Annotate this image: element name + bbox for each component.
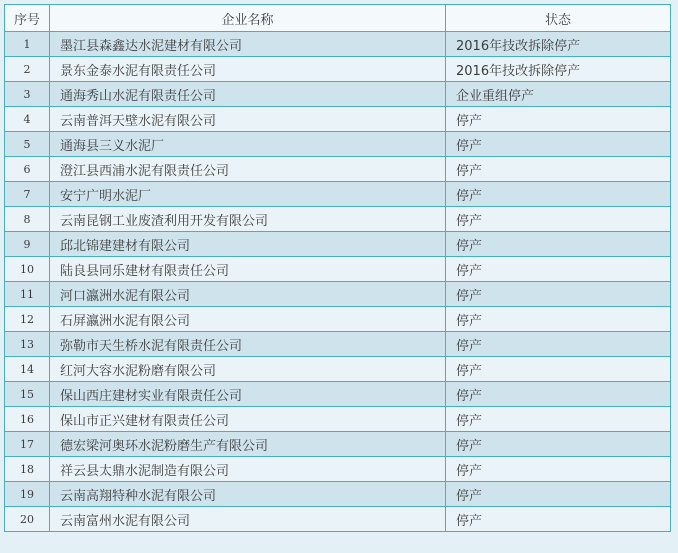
company-name-cell: 云南昆钢工业废渣利用开发有限公司 bbox=[50, 207, 446, 232]
status-cell: 停产 bbox=[446, 357, 671, 382]
company-name-cell: 邱北锦建建材有限公司 bbox=[50, 232, 446, 257]
status-cell: 停产 bbox=[446, 182, 671, 207]
enterprise-status-table bbox=[4, 4, 671, 532]
status-cell: 停产 bbox=[446, 207, 671, 232]
status-cell: 停产 bbox=[446, 132, 671, 157]
row-index-cell: 20 bbox=[5, 507, 50, 532]
row-index-cell: 3 bbox=[5, 82, 50, 107]
status-cell: 停产 bbox=[446, 407, 671, 432]
row-index-cell: 14 bbox=[5, 357, 50, 382]
status-cell: 停产 bbox=[446, 157, 671, 182]
status-cell: 停产 bbox=[446, 382, 671, 407]
company-name-cell: 澄江县西浦水泥有限责任公司 bbox=[50, 157, 446, 182]
table-row bbox=[5, 282, 671, 307]
status-cell: 停产 bbox=[446, 257, 671, 282]
table-row bbox=[5, 307, 671, 332]
table-row bbox=[5, 57, 671, 82]
company-name-cell: 红河大容水泥粉磨有限公司 bbox=[50, 357, 446, 382]
company-name-cell: 墨江县森鑫达水泥建材有限公司 bbox=[50, 32, 446, 57]
company-name-cell: 云南普洱天壁水泥有限公司 bbox=[50, 107, 446, 132]
table-row bbox=[5, 357, 671, 382]
company-name-cell: 通海秀山水泥有限责任公司 bbox=[50, 82, 446, 107]
table-row bbox=[5, 182, 671, 207]
table-row bbox=[5, 32, 671, 57]
company-name-cell: 石屏瀛洲水泥有限公司 bbox=[50, 307, 446, 332]
row-index-cell: 15 bbox=[5, 382, 50, 407]
row-index-cell: 16 bbox=[5, 407, 50, 432]
table-row bbox=[5, 432, 671, 457]
row-index-cell: 1 bbox=[5, 32, 50, 57]
row-index-cell: 8 bbox=[5, 207, 50, 232]
row-index-cell: 18 bbox=[5, 457, 50, 482]
company-name-cell: 祥云县太鼎水泥制造有限公司 bbox=[50, 457, 446, 482]
row-index-cell: 12 bbox=[5, 307, 50, 332]
row-index-cell: 7 bbox=[5, 182, 50, 207]
status-cell: 停产 bbox=[446, 482, 671, 507]
status-cell: 停产 bbox=[446, 307, 671, 332]
status-cell: 停产 bbox=[446, 507, 671, 532]
row-index-cell: 2 bbox=[5, 57, 50, 82]
row-index-cell: 4 bbox=[5, 107, 50, 132]
company-name-cell: 弥勒市天生桥水泥有限责任公司 bbox=[50, 332, 446, 357]
company-name-cell: 通海县三义水泥厂 bbox=[50, 132, 446, 157]
company-name-cell: 德宏梁河奥环水泥粉磨生产有限公司 bbox=[50, 432, 446, 457]
row-index-cell: 5 bbox=[5, 132, 50, 157]
company-name-cell: 保山市正兴建材有限责任公司 bbox=[50, 407, 446, 432]
company-name-cell: 保山西庄建材实业有限责任公司 bbox=[50, 382, 446, 407]
status-cell: 2016年技改拆除停产 bbox=[446, 57, 671, 82]
row-index-cell: 11 bbox=[5, 282, 50, 307]
table-row bbox=[5, 407, 671, 432]
table-row bbox=[5, 132, 671, 157]
table-row bbox=[5, 382, 671, 407]
row-index-cell: 6 bbox=[5, 157, 50, 182]
status-cell: 停产 bbox=[446, 232, 671, 257]
table-row bbox=[5, 82, 671, 107]
status-cell: 2016年技改拆除停产 bbox=[446, 32, 671, 57]
company-name-cell: 陆良县同乐建材有限责任公司 bbox=[50, 257, 446, 282]
status-cell: 停产 bbox=[446, 282, 671, 307]
company-name-cell: 云南富州水泥有限公司 bbox=[50, 507, 446, 532]
table-row bbox=[5, 157, 671, 182]
column-header-status: 状态 bbox=[446, 5, 671, 32]
table-row bbox=[5, 332, 671, 357]
table-row bbox=[5, 232, 671, 257]
table-row bbox=[5, 507, 671, 532]
table-row bbox=[5, 482, 671, 507]
header-row bbox=[5, 5, 671, 32]
company-name-cell: 景东金泰水泥有限责任公司 bbox=[50, 57, 446, 82]
status-cell: 停产 bbox=[446, 107, 671, 132]
table-row bbox=[5, 107, 671, 132]
status-cell: 企业重组停产 bbox=[446, 82, 671, 107]
row-index-cell: 17 bbox=[5, 432, 50, 457]
company-name-cell: 安宁广明水泥厂 bbox=[50, 182, 446, 207]
status-cell: 停产 bbox=[446, 457, 671, 482]
table-row bbox=[5, 207, 671, 232]
row-index-cell: 9 bbox=[5, 232, 50, 257]
row-index-cell: 19 bbox=[5, 482, 50, 507]
row-index-cell: 13 bbox=[5, 332, 50, 357]
table-body bbox=[5, 32, 671, 532]
company-name-cell: 河口瀛洲水泥有限公司 bbox=[50, 282, 446, 307]
table-row bbox=[5, 457, 671, 482]
company-name-cell: 云南高翔特种水泥有限公司 bbox=[50, 482, 446, 507]
column-header-index: 序号 bbox=[5, 5, 50, 32]
status-cell: 停产 bbox=[446, 332, 671, 357]
row-index-cell: 10 bbox=[5, 257, 50, 282]
column-header-name: 企业名称 bbox=[50, 5, 446, 32]
table-row bbox=[5, 257, 671, 282]
status-cell: 停产 bbox=[446, 432, 671, 457]
